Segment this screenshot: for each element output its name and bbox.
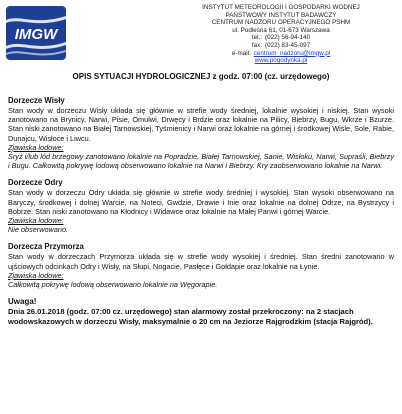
ice-label: Zjawiska lodowe:: [8, 270, 64, 280]
institute-address: ul. Podleśna 61, 01-673 Warszawa: [232, 26, 330, 34]
warning-title: Uwaga!: [8, 297, 37, 307]
document-header: [4, 2, 398, 66]
tel-value: (022) 56-94-140: [264, 34, 311, 42]
ice-text: Nie obserwowano.: [8, 225, 69, 235]
section-text: Stan wody w dorzeczu Odry układa się głównie w strefie wody średniej i wysokiej. Stan wysoki obserwowano na Baryczy, środkowej i dolnej Warcie, na Noteci, Gwdzie, Drawie i Inie oraz lokalnie na dolnej Odrze, na Bystrzycy i Bobrze. Stan niski zanotowano na Kłodnicy i Widawce oraz lokalnie na Małej Panwi i górnej Warcie.: [8, 188, 394, 216]
email-label: e-mail:: [231, 49, 251, 57]
website-link[interactable]: www.pogodynka.pl: [254, 57, 308, 65]
section-text: Stan wody w dorzeczu Wisły układa się głównie w strefie wody średniej, lokalnie wysokiej i niskiej. Stan wysoki zanotowano na Brynicy, Narwi, Pisie, Omulwi, Drwęcy i Brdzie oraz lokalnie na Pilicy, Biebrzy, Bugu, Wkrze i Bzurze. Stan niski zanotowano na Białej Tarnowskiej, Tyśmienicy i Narwi oraz lokalnie na górnej i środkowej Wiśle, Sole, Rabie, Dunajcu, Wisłoce i Liwcu.: [8, 106, 394, 143]
ice-label: Zjawiska lodowe:: [8, 216, 64, 226]
email-link[interactable]: centrum_nadzoru@imgw.pl: [253, 49, 331, 57]
institute-line: CENTRUM NADZORU OPERACYJNEGO PSHM: [211, 19, 351, 27]
logo-text: IMGW: [14, 26, 58, 43]
institute-line: INSTYTUT METEOROLOGII I GOSPODARKI WODNEJ: [202, 4, 360, 11]
section-wisla: [8, 96, 394, 170]
section-przymorze: [8, 242, 394, 289]
document-title: OPIS SYTUACJI HYDROLOGICZNEJ z godz. 07:00 (cz. urzędowego): [72, 72, 330, 81]
document-body: [8, 96, 394, 326]
section-title: Dorzecze Odry: [8, 178, 63, 188]
section-title: Dorzecze Wisły: [8, 96, 65, 105]
institute-line: PAŃSTWOWY INSTYTUT BADAWCZY: [225, 11, 337, 19]
institute-info: [166, 4, 396, 65]
ice-label: Zjawiska lodowe:: [8, 142, 64, 152]
imgw-logo: [6, 6, 66, 60]
tel-label: tel.:: [251, 34, 262, 42]
fax-label: fax:: [251, 41, 262, 49]
section-text: Stan wody w dorzeczach Przymorza układa się w strefie wody wysokiej i średniej. Stan średni zanotowano w ujściowych odcinkach Odry i Wisły, na Słupi, Nogacie, Pasłęce i Gołdapie oraz lokalnie na Łynie.: [8, 252, 394, 271]
ice-text: Śryż i/lub lód brzegowy zanotowano lokalnie na Popradzie, Białej Tarnowskiej, Sanie, Wisłoku, Narwi, Supraśli, Biebrzy i Bugu. Całkowitą pokrywę lodową obserwowano lokalnie na Narwi i Biebrzy. Kry zaobserwowano lokalnie na Narwi.: [8, 152, 394, 171]
ice-text: Całkowitą pokrywę lodową obserwowano lokalnie na Węgorapie.: [8, 280, 218, 290]
warning-box: [8, 297, 394, 326]
fax-row: [166, 42, 396, 50]
tel-row: [166, 34, 396, 42]
section-title: Dorzecza Przymorza: [8, 242, 84, 252]
email-row: [166, 50, 396, 58]
imgw-logo-graphic: [6, 6, 66, 60]
section-odra: [8, 178, 394, 234]
warning-text: Dnia 26.01.2018 (godz. 07:00 cz. urzędowego) stan alarmowy został przekroczony: na 2 stacjach wodowskazowych w dorzeczu Wisły, maksymalnie o 20 cm na Jeziorze Rajgrodzkim (stacja Rajgród).: [8, 307, 373, 326]
fax-value: (022) 83-45-097: [264, 41, 311, 49]
